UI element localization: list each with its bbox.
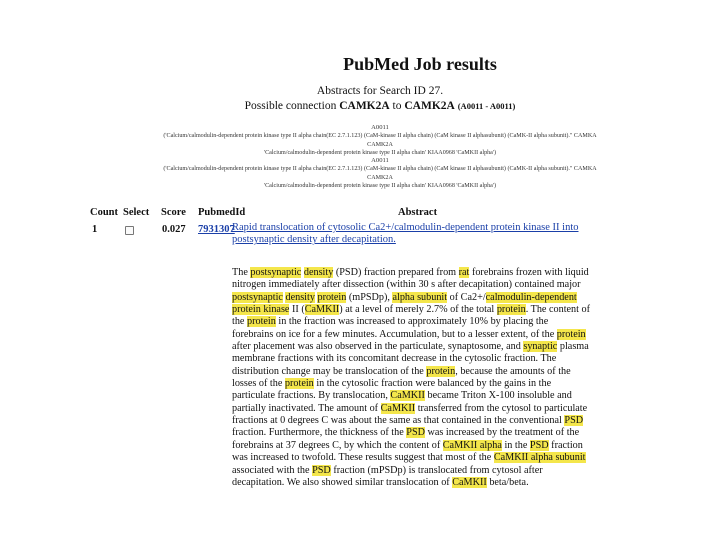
highlighted-term: protein	[556, 328, 586, 340]
protein-names-line2: 'Calcium/calmodulin-dependent protein kinase type II alpha chain' KIAA0968 'CaMKII alpha')	[264, 149, 496, 156]
abstract-segment: transferred from the cytosol to particulate fractions at 0 degrees C was about the same as that contained in the conventional	[232, 402, 588, 427]
highlighted-term: CaMKII alpha	[442, 439, 502, 451]
highlighted-term: CaMKII	[452, 476, 487, 488]
abstract-segment: II (	[289, 304, 305, 316]
header-abstract: Abstract	[398, 207, 438, 218]
abstract-title-container	[232, 222, 592, 247]
header-select: Select	[123, 207, 150, 218]
highlighted-term: postsynaptic	[250, 267, 302, 278]
abstract-segment: plasma membrane fractions with its concomitant decrease in the cytosolic fraction. The distribution change may be translocation of the	[232, 341, 589, 377]
highlighted-term: rat	[458, 267, 470, 278]
search-id-line: Abstracts for Search ID 27.	[316, 85, 444, 97]
protein-names-line1: ('Calcium/calmodulin-dependent protein kinase type II alpha chain(EC 2.7.1.123) (CaM-kinase II alpha chain) (CaM kinase II alphasubunit) (CaMK-II alpha subunit)." CAMKA CAMK2A	[163, 133, 597, 148]
protein-id: A0011	[371, 124, 389, 131]
highlighted-term: CaMKII	[390, 390, 425, 402]
connection-to: CAMK2A	[404, 100, 455, 112]
protein-block-1	[160, 124, 600, 157]
highlighted-term: protein	[247, 316, 276, 328]
abstract-segment: fraction was increased to twofold. These results suggest that most of the	[232, 439, 583, 464]
abstract-segment: ) at a level of merely 2.7% of the total	[339, 304, 497, 316]
abstract-segment: was increased by the treatment of the forebrains at 37 degrees C, by which the content of	[232, 427, 580, 451]
protein-names-line2: 'Calcium/calmodulin-dependent protein kinase type II alpha chain' KIAA0968 'CaMKII alpha')	[264, 182, 496, 189]
abstract-segment: after placement was also observed in the particulate, synaptosome, and	[232, 341, 524, 353]
highlighted-term: alpha subunit	[392, 291, 448, 303]
row-count: 1	[92, 224, 98, 235]
header-count: Count	[90, 207, 119, 218]
highlighted-term: protein	[426, 365, 456, 377]
header-pubmedid: PubmedId	[198, 207, 246, 218]
protein-names-line1: ('Calcium/calmodulin-dependent protein kinase type II alpha chain(EC 2.7.1.123) (CaM-kinase II alpha chain) (CaM kinase II alphasubunit) (CaMK-II alpha subunit)." CAMKA CAMK2A	[163, 166, 597, 181]
header-score: Score	[161, 207, 186, 218]
highlighted-term: protein	[284, 378, 314, 390]
highlighted-term: CaMKII	[380, 402, 416, 414]
connection-line	[0, 100, 720, 112]
highlighted-term: calmodulin-dependent protein kinase	[232, 291, 577, 316]
select-checkbox[interactable]	[125, 226, 134, 235]
abstract-title-link[interactable]: Rapid translocation of cytosolic Ca2+/calmodulin-dependent protein kinase II into postsynaptic density after decapitation.	[232, 222, 579, 246]
highlighted-term: PSD	[564, 415, 584, 427]
page-title: PubMed Job results	[343, 54, 497, 74]
highlighted-term: PSD	[529, 439, 549, 451]
highlighted-term: PSD	[312, 464, 331, 476]
highlighted-term: density	[303, 267, 334, 278]
abstract-segment: became Triton X-100 insoluble and partially inactivated. The amount of	[232, 390, 572, 414]
row-score: 0.027	[162, 224, 186, 235]
highlighted-term: postsynaptic	[232, 291, 283, 303]
abstract-text	[232, 267, 592, 489]
connection-from: CAMK2A	[339, 100, 390, 112]
abstract-segment: beta/beta.	[486, 476, 529, 488]
abstract-segment: . The content of the	[232, 304, 591, 328]
connection-ids: (A0011 - A0011)	[457, 101, 516, 111]
highlighted-term: protein	[317, 291, 347, 303]
highlighted-term: density	[285, 291, 315, 303]
abstract-segment: (mPSDp),	[346, 291, 393, 303]
highlighted-term: CaMKII	[304, 304, 340, 316]
connection-to-word: to	[392, 100, 402, 112]
abstract-segment: fraction (mPSDp) is translocated from cytosol after decapitation. We also showed similar translocation of	[232, 464, 543, 488]
abstract-segment: fraction. Furthermore, the thickness of the	[232, 427, 407, 439]
highlighted-term: CaMKII alpha subunit	[493, 452, 586, 464]
protein-id: A0011	[371, 157, 389, 164]
pubmed-id-link[interactable]: 7931307	[198, 224, 235, 235]
protein-block-2	[160, 157, 600, 190]
abstract-segment: in the fraction was increased to approximately 10% by placing the forebrains on ice for a few minutes. Accumulation, but to a lesser extent, of the	[232, 316, 557, 340]
highlighted-term: protein	[496, 304, 526, 316]
highlighted-term: PSD	[406, 427, 425, 439]
connection-prefix: Possible connection	[244, 100, 337, 112]
abstract-segment: in the cytosolic fraction were balanced by the gains in the particulate fractions. By translocation,	[232, 378, 552, 402]
abstract-segment: , because the amounts of the losses of the	[232, 365, 571, 390]
abstract-segment: forebrains frozen with liquid nitrogen immediately after dissection (within 30 s after decapitation) contained major	[232, 267, 589, 291]
abstract-segment: associated with the	[232, 464, 313, 476]
abstract-segment: of Ca2+/	[447, 291, 486, 303]
abstract-segment: (PSD) fraction prepared from	[333, 267, 459, 278]
abstract-segment: The	[232, 267, 251, 278]
highlighted-term: synaptic	[523, 341, 558, 353]
abstract-segment: in the	[501, 439, 530, 451]
